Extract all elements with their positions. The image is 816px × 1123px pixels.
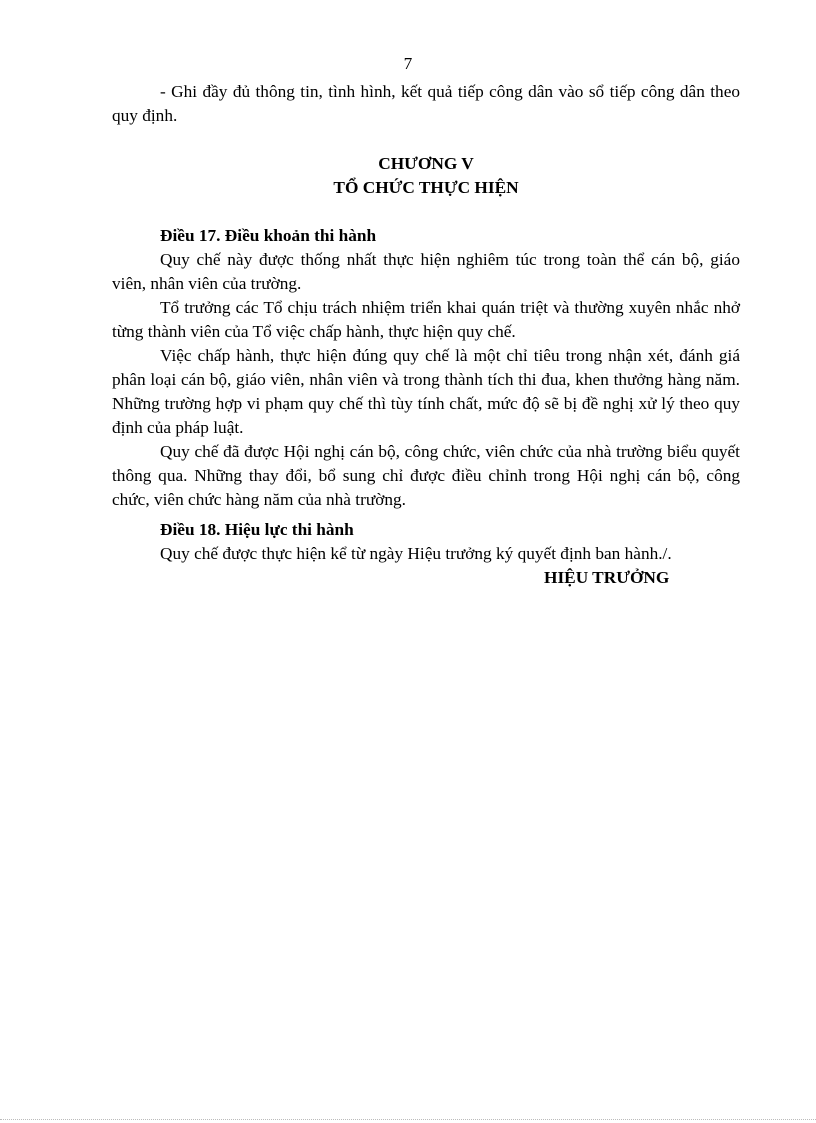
article-18-title: Điều 18. Hiệu lực thi hành — [160, 520, 354, 539]
article-18-paragraph: Quy chế được thực hiện kể từ ngày Hiệu trưởng ký quyết định ban hành./. — [160, 544, 672, 563]
article-17 — [112, 224, 740, 512]
article-17-paragraph: Quy chế đã được Hội nghị cán bộ, công chức, viên chức của nhà trường biểu quyết thông qua. Những thay đổi, bổ sung chỉ được điều chỉnh trong Hội nghị cán bộ, công chức, viên chức hàng năm của nhà trường. — [112, 442, 740, 509]
chapter-heading — [112, 152, 740, 200]
article-18 — [112, 518, 740, 566]
article-17-paragraph: Tổ trưởng các Tổ chịu trách nhiệm triển khai quán triệt và thường xuyên nhắc nhở từng thành viên của Tổ việc chấp hành, thực hiện quy chế. — [112, 298, 740, 341]
chapter-label: CHƯƠNG V — [378, 154, 474, 173]
article-17-title: Điều 17. Điều khoản thi hành — [160, 226, 377, 245]
page-bottom-rule — [0, 1119, 816, 1120]
chapter-title: TỔ CHỨC THỰC HIỆN — [333, 178, 519, 197]
intro-paragraph: - Ghi đầy đủ thông tin, tình hình, kết quả tiếp công dân vào sổ tiếp công dân theo quy định. — [112, 82, 740, 125]
page-number: 7 — [403, 54, 413, 73]
signature-title: HIỆU TRƯỞNG — [544, 568, 670, 587]
article-17-paragraph: Quy chế này được thống nhất thực hiện nghiêm túc trong toàn thể cán bộ, giáo viên, nhân viên của trường. — [112, 250, 740, 293]
article-17-paragraph: Việc chấp hành, thực hiện đúng quy chế là một chỉ tiêu trong nhận xét, đánh giá phân loại cán bộ, giáo viên, nhân viên và trong thành tích thi đua, khen thưởng hàng năm. Những trường hợp vi phạm quy chế thì tùy tính chất, mức độ sẽ bị đề nghị xử lý theo quy định của pháp luật. — [112, 346, 740, 437]
document-body — [112, 80, 740, 566]
